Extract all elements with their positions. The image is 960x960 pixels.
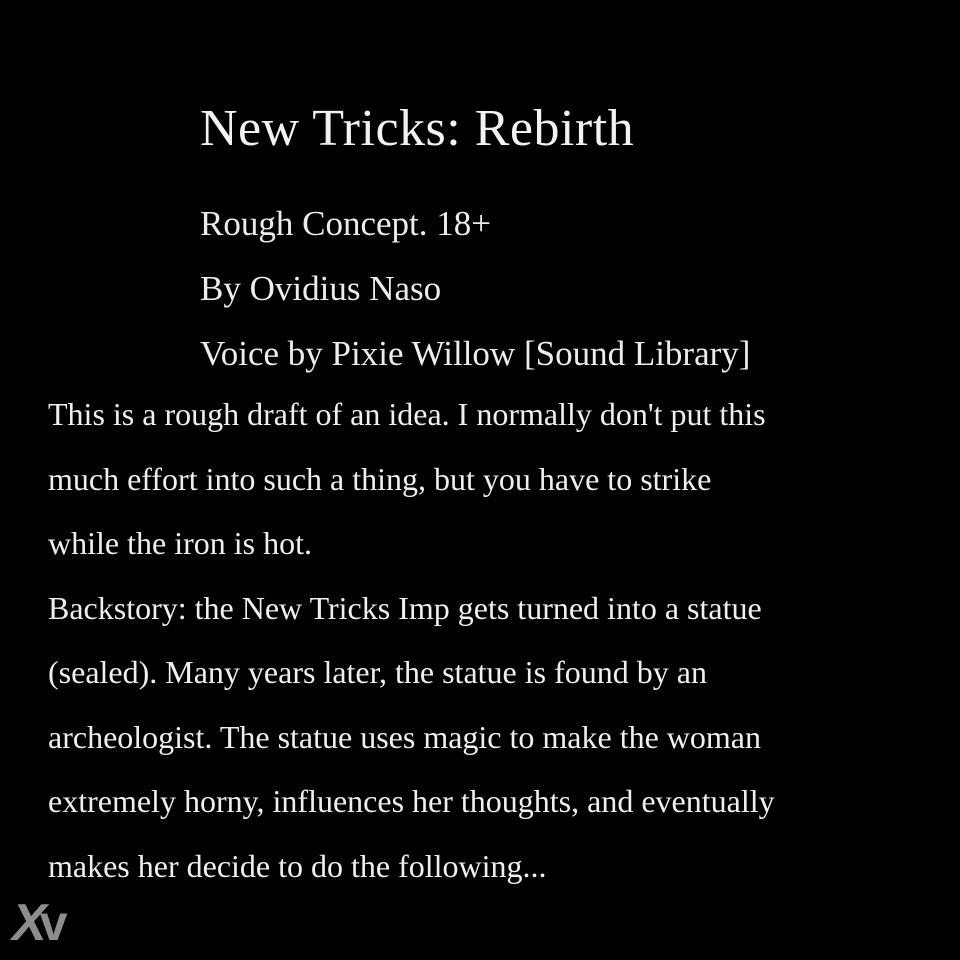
credits-block (200, 191, 750, 386)
body-line: while the iron is hot. (48, 525, 312, 561)
body-line: extremely horny, influences her thoughts, and eventually (48, 783, 775, 819)
xv-logo-v: v (39, 895, 68, 951)
xv-logo (12, 894, 68, 952)
body-line: archeologist. The statue uses magic to make the woman (48, 718, 761, 755)
subtitle-author: By Ovidius Naso (200, 269, 442, 308)
subtitle-voice-credit: Voice by Pixie Willow [Sound Library] (200, 334, 751, 373)
body-line: much effort into such a thing, but you have to strike (48, 460, 712, 497)
body-line: (sealed). Many years later, the statue is found by an (48, 654, 707, 690)
description-text (48, 382, 775, 898)
body-line: Backstory: the New Tricks Imp gets turned into a statue (48, 589, 762, 626)
body-line: makes her decide to do the following... (48, 847, 547, 884)
xv-logo-x: X (12, 894, 47, 952)
body-line: This is a rough draft of an idea. I normally don't put this (48, 396, 766, 432)
page-title: New Tricks: Rebirth (200, 100, 635, 157)
subtitle-rating: Rough Concept. 18+ (200, 204, 491, 243)
